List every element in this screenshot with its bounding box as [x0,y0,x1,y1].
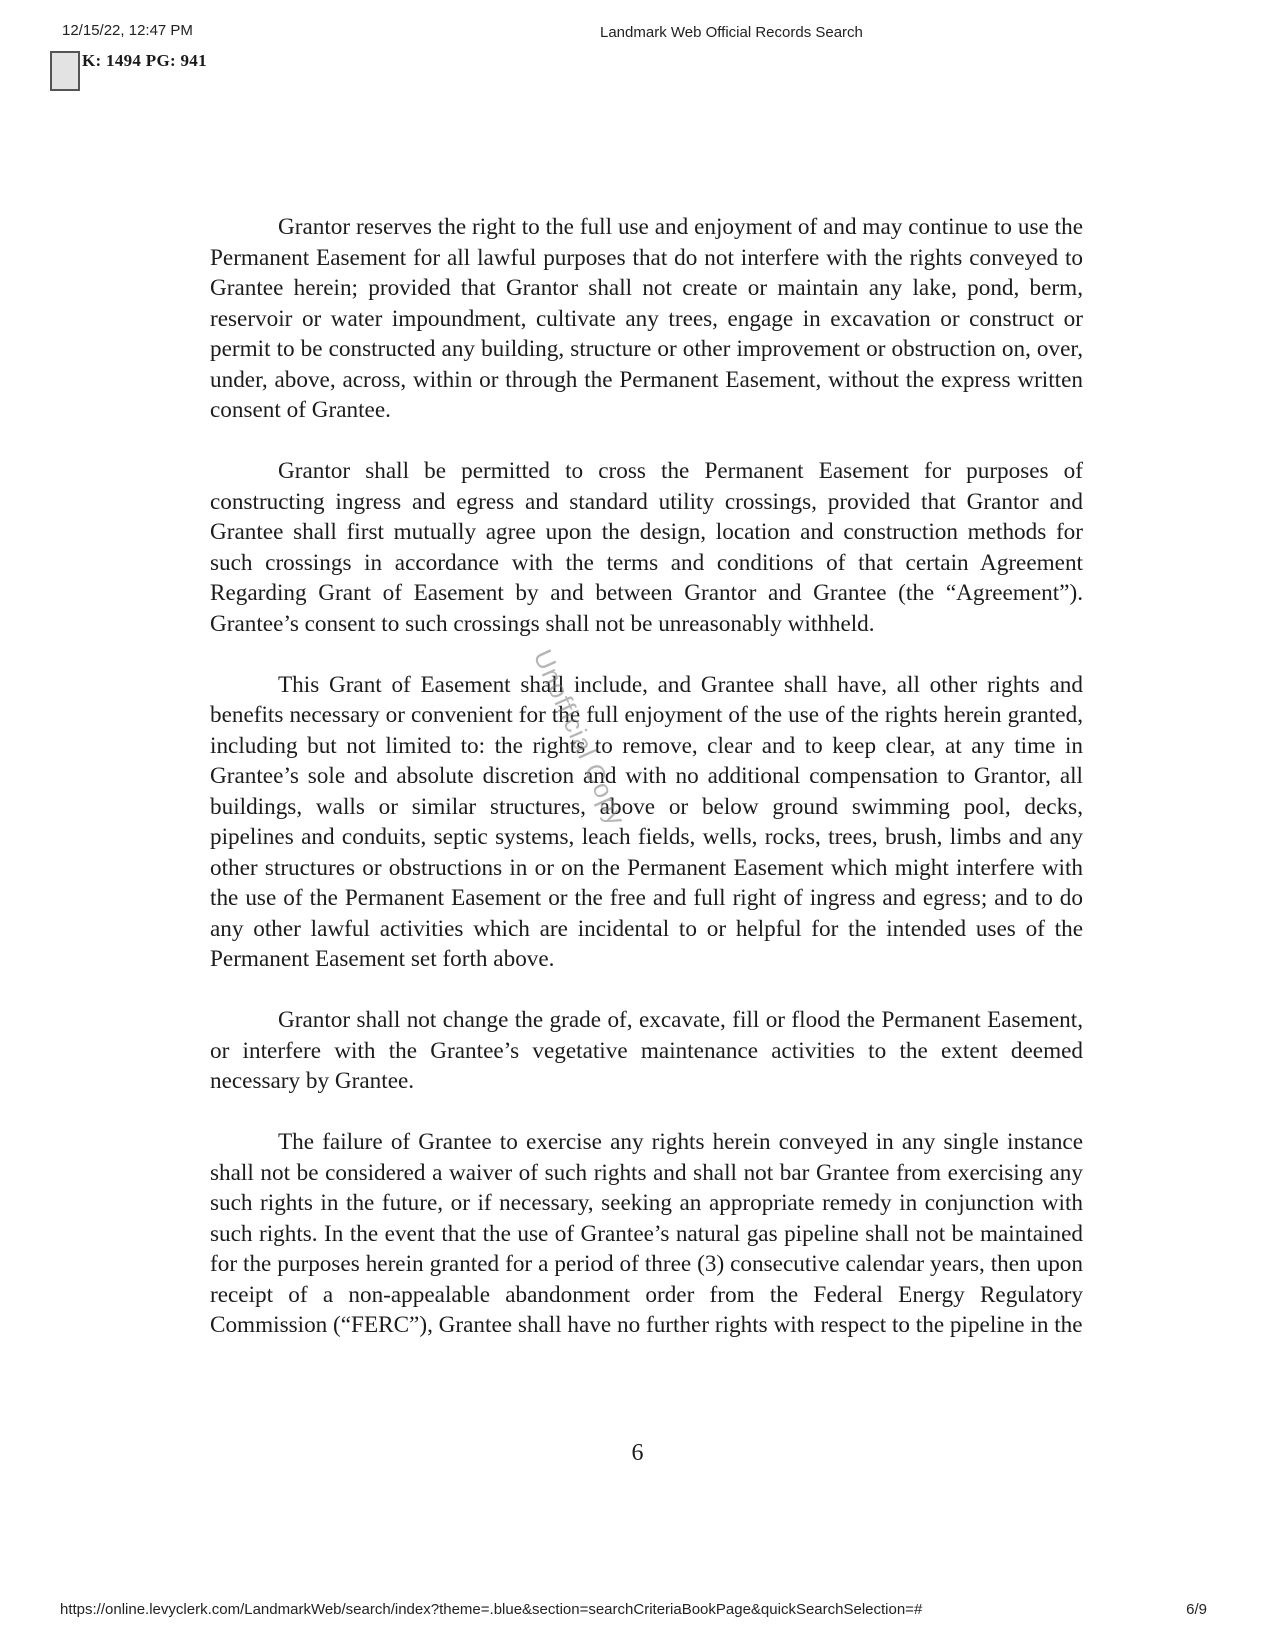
paragraph-crossings: Grantor shall be permitted to cross the Permanent Easement for purposes of constructing ingress and egress and standard utility crossings, provided that Grantor and Grantee shall first mutually agree upon the design, location and construction methods for such crossings in accordance with the terms and conditions of that certain Agreement Regarding Grant of Easement by and between Grantor and Grantee (the “Agreement”). Grantee’s consent to such crossings shall not be unreasonably withheld. [210,458,1083,637]
record-stamp [50,48,207,94]
document-body [210,212,1083,1371]
paragraph-grade-restrictions: Grantor shall not change the grade of, excavate, fill or flood the Permanent Easement, or interfere with the Grantee’s vegetative maintenance activities to the extent deemed necessary by Grantee. [210,1007,1083,1094]
paragraph-reservation-of-rights: Grantor reserves the right to the full use and enjoyment of and may continue to use the Permanent Easement for all lawful purposes that do not interfere with the rights conveyed to Grantee herein; provided that Grantor shall not create or maintain any lake, pond, berm, reservoir or water impoundment, cultivate any trees, engage in excavation or construct or permit to be constructed any building, structure or other improvement or obstruction on, over, under, above, across, within or through the Permanent Easement, without the express written consent of Grantee. [210,214,1083,423]
page-number: 6 [631,1440,644,1466]
print-footer [0,1601,1275,1621]
page-count: 6/9 [1186,1601,1207,1618]
book-page-reference: K: 1494 PG: 941 [82,51,207,70]
source-url: https://online.levyclerk.com/LandmarkWeb/search/index?theme=.blue&section=searchCriteriaBookPage&quickSearchSelection=# [60,1601,923,1618]
paragraph-waiver-abandonment: The failure of Grantee to exercise any rights herein conveyed in any single instance shall not be considered a waiver of such rights and shall not bar Grantee from exercising any such rights in the future, or if necessary, seeking an appropriate remedy in conjunction with such rights. In the event that the use of Grantee’s natural gas pipeline shall not be maintained for the purposes herein granted for a period of three (3) consecutive calendar years, then upon receipt of a non-appealable abandonment order from the Federal Energy Regulatory Commission (“FERC”), Grantee shall have no further rights with respect to the pipeline in the [210,1129,1083,1338]
page-title: Landmark Web Official Records Search [600,24,863,41]
print-header [0,22,1275,42]
paragraph-additional-rights: This Grant of Easement shall include, and Grantee shall have, all other rights and benefits necessary or convenient for the full enjoyment of the use of the rights herein granted, including but not limited to: the rights to remove, clear and to keep clear, at any time in Grantee’s sole and absolute discretion and with no additional compensation to Grantor, all buildings, walls or similar structures, above or below ground swimming pool, decks, pipelines and conduits, septic systems, leach fields, wells, rocks, trees, brush, limbs and any other structures or obstructions in or on the Permanent Easement which might interfere with the use of the Permanent Easement or the free and full right of ingress and egress; and to do any other lawful activities which are incidental to or helpful for the intended uses of the Permanent Easement set forth above. [210,671,1083,972]
unofficial-copy-watermark: Unofficial Copy [527,645,633,831]
print-timestamp: 12/15/22, 12:47 PM [62,22,193,39]
redaction-box [50,51,80,91]
